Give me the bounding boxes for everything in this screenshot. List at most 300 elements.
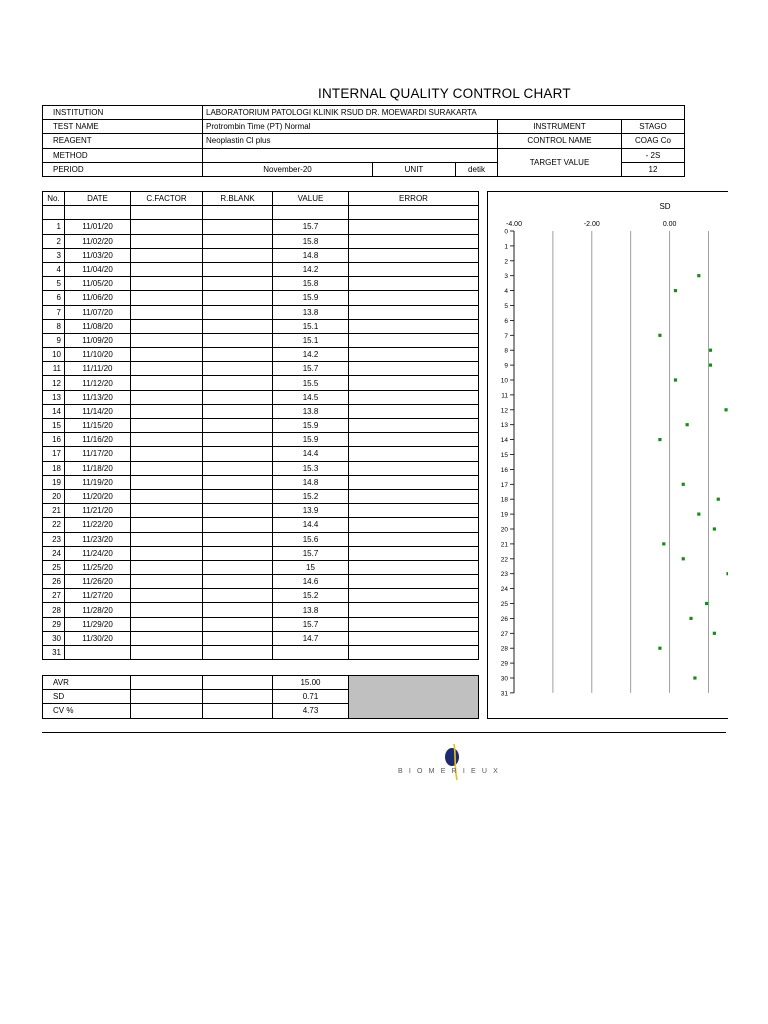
chart-title: SD <box>659 202 671 211</box>
row-value: 15.2 <box>273 589 349 603</box>
row-value: 15.9 <box>273 419 349 433</box>
row-error <box>349 433 479 447</box>
row-date: 11/15/20 <box>65 419 131 433</box>
row-rblank <box>203 461 273 475</box>
row-no: 12 <box>43 376 65 390</box>
row-error <box>349 376 479 390</box>
y-tick-label: 11 <box>501 392 508 400</box>
x-tick-label: -4.00 <box>506 221 522 228</box>
logo-globe-icon <box>445 748 459 766</box>
data-point <box>682 557 685 560</box>
row-value: 15.3 <box>273 461 349 475</box>
col-header-error: ERROR <box>349 192 479 206</box>
row-date: 11/21/20 <box>65 504 131 518</box>
row-rblank <box>203 475 273 489</box>
table-row <box>43 560 479 574</box>
data-point <box>658 438 661 441</box>
row-error <box>349 518 479 532</box>
row-error <box>349 362 479 376</box>
sd-value: 0.71 <box>273 690 349 704</box>
table-row <box>43 419 479 433</box>
row-value: 15.1 <box>273 319 349 333</box>
y-tick-label: 10 <box>500 377 508 385</box>
row-cfactor <box>131 489 203 503</box>
table-row <box>43 575 479 589</box>
method-label: METHOD <box>43 148 203 162</box>
avr-value: 15.00 <box>273 676 349 690</box>
row-value: 14.7 <box>273 631 349 645</box>
control-name-value: COAG Co <box>622 134 685 148</box>
y-tick-label: 30 <box>500 675 508 683</box>
row-value: 13.8 <box>273 603 349 617</box>
row-date: 11/20/20 <box>65 489 131 503</box>
data-point <box>713 632 716 635</box>
data-point <box>693 676 696 679</box>
row-error <box>349 234 479 248</box>
sd-label: SD <box>43 690 131 704</box>
row-rblank <box>203 248 273 262</box>
row-rblank <box>203 447 273 461</box>
table-row <box>43 262 479 276</box>
period-label: PERIOD <box>43 162 203 176</box>
row-no: 4 <box>43 262 65 276</box>
table-row <box>43 376 479 390</box>
table-row <box>43 220 479 234</box>
col-header-no: No. <box>43 192 65 206</box>
stats-shaded-cell <box>349 676 479 719</box>
table-row <box>43 447 479 461</box>
row-cfactor <box>131 433 203 447</box>
unit-value: detik <box>456 162 498 176</box>
row-cfactor <box>131 291 203 305</box>
row-error <box>349 461 479 475</box>
row-value: 15.9 <box>273 291 349 305</box>
row-no: 21 <box>43 504 65 518</box>
row-value: 15.8 <box>273 234 349 248</box>
row-date: 11/09/20 <box>65 333 131 347</box>
y-tick-label: 1 <box>504 243 508 251</box>
table-row <box>43 390 479 404</box>
row-value: 14.6 <box>273 575 349 589</box>
test-name-label: TEST NAME <box>43 120 203 134</box>
y-tick-label: 9 <box>504 362 508 370</box>
row-no: 11 <box>43 362 65 376</box>
row-error <box>349 560 479 574</box>
row-error <box>349 575 479 589</box>
row-value: 15.7 <box>273 617 349 631</box>
data-point <box>689 617 692 620</box>
row-cfactor <box>131 234 203 248</box>
row-date: 11/04/20 <box>65 262 131 276</box>
row-cfactor <box>131 475 203 489</box>
y-tick-label: 0 <box>504 228 508 236</box>
row-rblank <box>203 646 273 660</box>
row-cfactor <box>131 447 203 461</box>
data-point <box>658 334 661 337</box>
row-cfactor <box>131 262 203 276</box>
y-tick-label: 14 <box>500 437 508 445</box>
row-date: 11/27/20 <box>65 589 131 603</box>
row-cfactor <box>131 348 203 362</box>
row-rblank <box>203 617 273 631</box>
data-point <box>686 423 689 426</box>
row-value: 15.9 <box>273 433 349 447</box>
row-error <box>349 319 479 333</box>
row-date: 11/26/20 <box>65 575 131 589</box>
row-error <box>349 277 479 291</box>
table-row <box>43 504 479 518</box>
col-header-value: VALUE <box>273 192 349 206</box>
row-value: 15.6 <box>273 532 349 546</box>
row-no: 23 <box>43 532 65 546</box>
table-row <box>43 475 479 489</box>
row-rblank <box>203 291 273 305</box>
row-cfactor <box>131 560 203 574</box>
row-value: 15.8 <box>273 277 349 291</box>
row-error <box>349 603 479 617</box>
data-point <box>674 378 677 381</box>
y-tick-label: 31 <box>500 690 508 698</box>
y-tick-label: 4 <box>504 288 508 296</box>
row-no: 18 <box>43 461 65 475</box>
test-name-value: Protrombin Time (PT) Normal <box>203 120 498 134</box>
instrument-value: STAGO <box>622 120 685 134</box>
y-tick-label: 24 <box>500 586 508 594</box>
y-tick-label: 5 <box>504 303 508 310</box>
row-error <box>349 390 479 404</box>
table-row <box>43 532 479 546</box>
table-row <box>43 489 479 503</box>
row-no: 15 <box>43 419 65 433</box>
table-row <box>43 631 479 645</box>
row-date: 11/10/20 <box>65 348 131 362</box>
row-date: 11/19/20 <box>65 475 131 489</box>
row-cfactor <box>131 617 203 631</box>
row-cfactor <box>131 518 203 532</box>
control-name-label: CONTROL NAME <box>498 134 622 148</box>
row-rblank <box>203 589 273 603</box>
table-row <box>43 277 479 291</box>
row-error <box>349 646 479 660</box>
row-value: 15.7 <box>273 362 349 376</box>
row-no: 13 <box>43 390 65 404</box>
row-cfactor <box>131 404 203 418</box>
header-spacer-row <box>43 206 479 220</box>
y-tick-label: 6 <box>504 317 508 325</box>
y-tick-label: 13 <box>500 422 508 430</box>
table-row <box>43 433 479 447</box>
target-value: 12 <box>622 162 685 176</box>
row-error <box>349 532 479 546</box>
logo-text: BIOMERIEUX <box>398 768 504 775</box>
data-point <box>674 289 677 292</box>
row-rblank <box>203 376 273 390</box>
y-tick-label: 17 <box>500 481 508 489</box>
row-cfactor <box>131 419 203 433</box>
row-error <box>349 220 479 234</box>
row-rblank <box>203 390 273 404</box>
row-no: 22 <box>43 518 65 532</box>
row-rblank <box>203 277 273 291</box>
data-point <box>713 527 716 530</box>
table-row <box>43 333 479 347</box>
row-date: 11/17/20 <box>65 447 131 461</box>
row-no: 3 <box>43 248 65 262</box>
data-point <box>724 408 727 411</box>
institution-label: INSTITUTION <box>43 106 203 120</box>
table-row <box>43 319 479 333</box>
data-point <box>697 274 700 277</box>
row-date: 11/30/20 <box>65 631 131 645</box>
row-value: 13.9 <box>273 504 349 518</box>
stats-table <box>42 675 479 719</box>
row-date: 11/11/20 <box>65 362 131 376</box>
row-cfactor <box>131 220 203 234</box>
row-no: 2 <box>43 234 65 248</box>
row-cfactor <box>131 603 203 617</box>
row-error <box>349 447 479 461</box>
row-rblank <box>203 532 273 546</box>
y-tick-label: 12 <box>500 407 508 415</box>
row-no: 31 <box>43 646 65 660</box>
reagent-value: Neoplastin Cl plus <box>203 134 498 148</box>
reagent-label: REAGENT <box>43 134 203 148</box>
period-value: November-20 <box>203 162 373 176</box>
row-value: 15.5 <box>273 376 349 390</box>
row-cfactor <box>131 546 203 560</box>
row-cfactor <box>131 319 203 333</box>
row-error <box>349 617 479 631</box>
page-title: INTERNAL QUALITY CONTROL CHART <box>318 86 571 101</box>
row-no: 25 <box>43 560 65 574</box>
row-date: 11/13/20 <box>65 390 131 404</box>
row-value: 14.4 <box>273 447 349 461</box>
row-no: 10 <box>43 348 65 362</box>
y-tick-label: 23 <box>500 571 508 579</box>
data-point <box>726 572 728 575</box>
row-no: 19 <box>43 475 65 489</box>
row-cfactor <box>131 646 203 660</box>
data-point <box>717 498 720 501</box>
row-rblank <box>203 362 273 376</box>
table-row <box>43 589 479 603</box>
y-tick-label: 26 <box>500 615 508 623</box>
row-date: 11/07/20 <box>65 305 131 319</box>
y-tick-label: 29 <box>500 660 508 668</box>
data-point <box>709 364 712 367</box>
row-date: 11/29/20 <box>65 617 131 631</box>
row-value: 14.2 <box>273 262 349 276</box>
method-value <box>203 148 498 162</box>
row-date: 11/28/20 <box>65 603 131 617</box>
row-error <box>349 262 479 276</box>
table-row <box>43 248 479 262</box>
row-error <box>349 305 479 319</box>
row-cfactor <box>131 248 203 262</box>
row-date: 11/22/20 <box>65 518 131 532</box>
row-cfactor <box>131 631 203 645</box>
row-value: 15.2 <box>273 489 349 503</box>
row-value: 15.7 <box>273 546 349 560</box>
table-row <box>43 546 479 560</box>
row-cfactor <box>131 504 203 518</box>
row-rblank <box>203 433 273 447</box>
y-tick-label: 27 <box>500 630 508 638</box>
row-no: 26 <box>43 575 65 589</box>
row-value: 15.1 <box>273 333 349 347</box>
x-tick-label: 0.00 <box>662 221 677 228</box>
row-no: 14 <box>43 404 65 418</box>
row-error <box>349 333 479 347</box>
row-cfactor <box>131 575 203 589</box>
institution-value: LABORATORIUM PATOLOGI KLINIK RSUD DR. MOEWARDI SURAKARTA <box>203 106 685 120</box>
table-row <box>43 646 479 660</box>
row-no: 24 <box>43 546 65 560</box>
target-minus-2s: - 2S <box>622 148 685 162</box>
cv-label: CV % <box>43 704 131 718</box>
avr-label: AVR <box>43 676 131 690</box>
row-error <box>349 248 479 262</box>
row-rblank <box>203 404 273 418</box>
row-rblank <box>203 234 273 248</box>
row-no: 6 <box>43 291 65 305</box>
data-point <box>682 483 685 486</box>
y-tick-label: 28 <box>500 645 508 653</box>
row-no: 17 <box>43 447 65 461</box>
row-value: 15.7 <box>273 220 349 234</box>
table-row <box>43 404 479 418</box>
row-error <box>349 546 479 560</box>
row-value: 14.5 <box>273 390 349 404</box>
table-row <box>43 234 479 248</box>
table-row <box>43 461 479 475</box>
row-value <box>273 646 349 660</box>
table-row <box>43 603 479 617</box>
row-no: 8 <box>43 319 65 333</box>
chart-frame <box>488 192 729 719</box>
y-tick-label: 8 <box>504 347 508 355</box>
row-error <box>349 504 479 518</box>
y-tick-label: 20 <box>500 526 508 534</box>
table-row <box>43 348 479 362</box>
data-point <box>709 349 712 352</box>
col-header-date: DATE <box>65 192 131 206</box>
y-tick-label: 15 <box>500 452 508 459</box>
row-rblank <box>203 504 273 518</box>
row-value: 14.8 <box>273 475 349 489</box>
row-value: 13.8 <box>273 305 349 319</box>
row-rblank <box>203 575 273 589</box>
row-rblank <box>203 220 273 234</box>
footer-divider <box>42 732 726 733</box>
table-row <box>43 518 479 532</box>
data-point <box>658 647 661 650</box>
instrument-label: INSTRUMENT <box>498 120 622 134</box>
y-tick-label: 2 <box>504 258 508 266</box>
row-error <box>349 589 479 603</box>
row-rblank <box>203 631 273 645</box>
row-cfactor <box>131 390 203 404</box>
row-no: 29 <box>43 617 65 631</box>
y-tick-label: 3 <box>504 273 508 281</box>
row-rblank <box>203 518 273 532</box>
row-rblank <box>203 262 273 276</box>
row-no: 20 <box>43 489 65 503</box>
row-date: 11/14/20 <box>65 404 131 418</box>
row-date: 11/18/20 <box>65 461 131 475</box>
row-date: 11/05/20 <box>65 277 131 291</box>
row-error <box>349 291 479 305</box>
row-rblank <box>203 333 273 347</box>
row-value: 15 <box>273 560 349 574</box>
unit-label: UNIT <box>373 162 456 176</box>
row-no: 9 <box>43 333 65 347</box>
y-tick-label: 7 <box>504 332 508 340</box>
row-error <box>349 475 479 489</box>
row-error <box>349 489 479 503</box>
row-rblank <box>203 419 273 433</box>
table-row <box>43 617 479 631</box>
row-date: 11/12/20 <box>65 376 131 390</box>
row-no: 27 <box>43 589 65 603</box>
row-rblank <box>203 348 273 362</box>
header-info-table <box>42 105 685 177</box>
row-rblank <box>203 603 273 617</box>
data-point <box>697 513 700 516</box>
sd-levey-jennings-chart <box>487 191 728 719</box>
y-tick-label: 21 <box>500 541 508 549</box>
row-date <box>65 646 131 660</box>
data-point <box>662 542 665 545</box>
table-row <box>43 291 479 305</box>
row-value: 14.4 <box>273 518 349 532</box>
row-error <box>349 348 479 362</box>
row-no: 1 <box>43 220 65 234</box>
row-rblank <box>203 546 273 560</box>
y-tick-label: 18 <box>500 496 508 504</box>
y-tick-label: 25 <box>500 601 508 608</box>
row-cfactor <box>131 362 203 376</box>
data-point <box>705 602 708 605</box>
row-cfactor <box>131 376 203 390</box>
table-row <box>43 305 479 319</box>
table-row <box>43 362 479 376</box>
row-error <box>349 631 479 645</box>
row-date: 11/03/20 <box>65 248 131 262</box>
row-date: 11/01/20 <box>65 220 131 234</box>
y-tick-label: 22 <box>500 556 508 564</box>
row-cfactor <box>131 532 203 546</box>
row-cfactor <box>131 277 203 291</box>
row-cfactor <box>131 461 203 475</box>
row-no: 5 <box>43 277 65 291</box>
row-error <box>349 419 479 433</box>
row-date: 11/23/20 <box>65 532 131 546</box>
row-no: 28 <box>43 603 65 617</box>
row-cfactor <box>131 333 203 347</box>
row-date: 11/02/20 <box>65 234 131 248</box>
row-date: 11/06/20 <box>65 291 131 305</box>
col-header-rblank: R.BLANK <box>203 192 273 206</box>
col-header-cfactor: C.FACTOR <box>131 192 203 206</box>
y-tick-label: 19 <box>500 511 508 519</box>
row-value: 14.2 <box>273 348 349 362</box>
y-tick-label: 16 <box>500 466 508 474</box>
row-rblank <box>203 560 273 574</box>
row-value: 14.8 <box>273 248 349 262</box>
qc-data-table <box>42 191 479 660</box>
row-no: 16 <box>43 433 65 447</box>
